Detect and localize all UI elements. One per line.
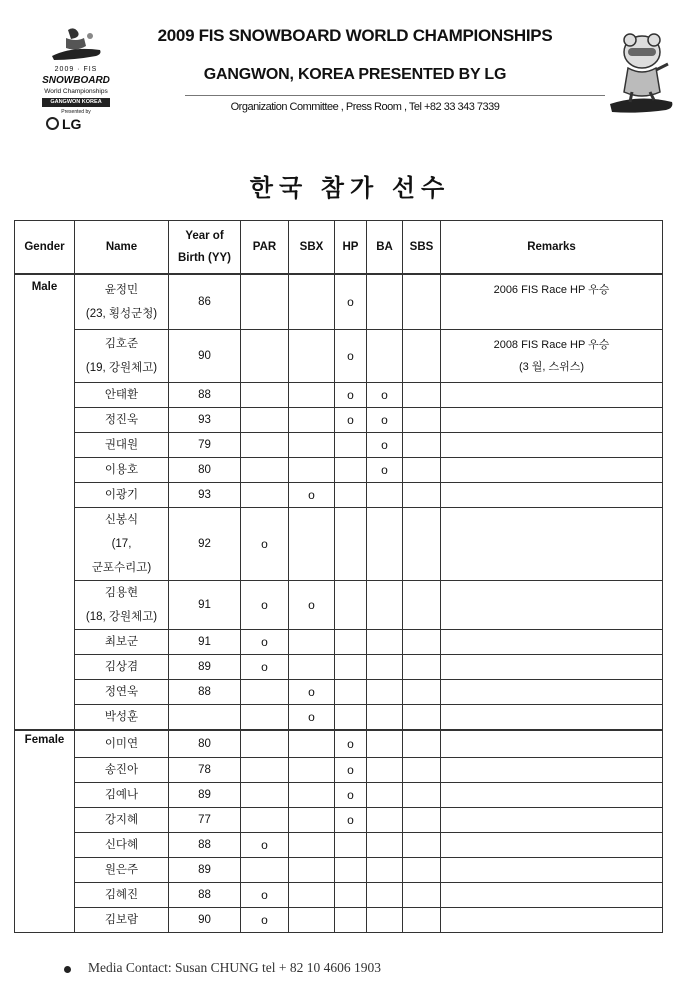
event-sbs xyxy=(403,457,441,482)
remarks-cell xyxy=(441,808,663,833)
table-row xyxy=(15,382,663,407)
gender-cell xyxy=(15,432,75,457)
birth-year: 88 xyxy=(169,883,241,908)
event-sbx: o xyxy=(289,580,335,629)
event-par: o xyxy=(241,833,289,858)
event-par: o xyxy=(241,629,289,654)
event-hp xyxy=(335,883,367,908)
logo-year: 2009 · FIS xyxy=(54,66,98,73)
event-par xyxy=(241,407,289,432)
event-sbx xyxy=(289,833,335,858)
event-hp xyxy=(335,507,367,580)
athlete-name: 김보람 xyxy=(75,908,169,933)
event-hp xyxy=(335,654,367,679)
table-row xyxy=(15,432,663,457)
snowboarder-logo-icon xyxy=(46,26,106,66)
media-contact: Media Contact: Susan CHUNG tel + 82 10 4606 1903 xyxy=(88,960,381,975)
event-par xyxy=(241,382,289,407)
event-ba: o xyxy=(367,432,403,457)
birth-year: 79 xyxy=(169,432,241,457)
table-row xyxy=(15,654,663,679)
lg-text: LG xyxy=(62,116,82,132)
table-row xyxy=(15,407,663,432)
remarks-cell xyxy=(441,833,663,858)
remarks-cell xyxy=(441,629,663,654)
logo-world-championships: World Championships xyxy=(44,88,108,95)
event-hp: o xyxy=(335,758,367,783)
event-hp: o xyxy=(335,808,367,833)
event-sbs xyxy=(403,730,441,758)
table-row xyxy=(15,883,663,908)
event-par: o xyxy=(241,908,289,933)
gender-cell xyxy=(15,704,75,730)
event-par xyxy=(241,704,289,730)
event-sbs xyxy=(403,808,441,833)
event-par: o xyxy=(241,507,289,580)
event-hp xyxy=(335,833,367,858)
event-par: o xyxy=(241,883,289,908)
event-sbs xyxy=(403,704,441,730)
birth-year: 88 xyxy=(169,833,241,858)
event-hp xyxy=(335,679,367,704)
remarks-cell xyxy=(441,679,663,704)
remarks-cell xyxy=(441,382,663,407)
event-sbx xyxy=(289,758,335,783)
table-row xyxy=(15,629,663,654)
table-row xyxy=(15,482,663,507)
event-ba xyxy=(367,654,403,679)
event-sbs xyxy=(403,382,441,407)
event-ba xyxy=(367,758,403,783)
athlete-name: 김혜진 xyxy=(75,883,169,908)
event-sbx xyxy=(289,808,335,833)
birth-year: 89 xyxy=(169,783,241,808)
gender-cell xyxy=(15,783,75,808)
header-year-of-birth xyxy=(169,221,241,275)
athlete-name: 이미연 xyxy=(75,730,169,758)
header-name: Name xyxy=(75,221,169,275)
gender-cell xyxy=(15,654,75,679)
event-ba: o xyxy=(367,407,403,432)
gender-cell xyxy=(15,679,75,704)
logo-gangwon-korea: GANGWON KOREA xyxy=(42,98,110,107)
table-row xyxy=(15,507,663,580)
birth-year: 88 xyxy=(169,679,241,704)
header-sbx: SBX xyxy=(289,221,335,275)
event-hp xyxy=(335,580,367,629)
table-row xyxy=(15,457,663,482)
event-par xyxy=(241,432,289,457)
gender-cell xyxy=(15,883,75,908)
athlete-name: 김호준 (19, 강원체고) xyxy=(75,329,169,382)
birth-year: 90 xyxy=(169,329,241,382)
athlete-name: 안태환 xyxy=(75,382,169,407)
remarks-cell xyxy=(441,704,663,730)
event-sbs xyxy=(403,783,441,808)
event-sbx xyxy=(289,730,335,758)
event-par xyxy=(241,457,289,482)
event-ba xyxy=(367,482,403,507)
remarks-cell: 2008 FIS Race HP 우승 (3 월, 스위스) xyxy=(441,329,663,382)
event-sbs xyxy=(403,507,441,580)
gender-cell xyxy=(15,808,75,833)
table-header-row xyxy=(15,221,663,275)
event-hp xyxy=(335,908,367,933)
birth-year: 77 xyxy=(169,808,241,833)
table-row xyxy=(15,274,663,329)
document-title: 한국 참가 선수 xyxy=(249,175,451,202)
event-par xyxy=(241,783,289,808)
header-remarks: Remarks xyxy=(441,221,663,275)
event-sbs xyxy=(403,432,441,457)
event-ba xyxy=(367,629,403,654)
remarks-cell xyxy=(441,783,663,808)
event-sbs xyxy=(403,758,441,783)
gender-cell xyxy=(15,382,75,407)
athlete-name: 권대원 xyxy=(75,432,169,457)
event-sbx xyxy=(289,629,335,654)
gender-cell xyxy=(15,457,75,482)
table-row xyxy=(15,679,663,704)
header-hp: HP xyxy=(335,221,367,275)
remarks-cell xyxy=(441,908,663,933)
event-ba xyxy=(367,679,403,704)
gender-cell xyxy=(15,629,75,654)
athlete-name: 원은주 xyxy=(75,858,169,883)
gender-cell xyxy=(15,758,75,783)
championship-title: 2009 FIS SNOWBOARD WORLD CHAMPIONSHIPS xyxy=(157,26,553,45)
header-year-line2: Birth (YY) xyxy=(177,252,232,264)
event-par: o xyxy=(241,654,289,679)
event-sbx xyxy=(289,783,335,808)
lg-circle-icon xyxy=(46,117,59,130)
header-divider xyxy=(185,95,605,96)
gender-cell xyxy=(15,329,75,382)
remarks-cell xyxy=(441,457,663,482)
remarks-cell xyxy=(441,654,663,679)
athlete-name: 정연욱 xyxy=(75,679,169,704)
event-par xyxy=(241,274,289,329)
table-row xyxy=(15,329,663,382)
gender-cell xyxy=(15,908,75,933)
event-sbs xyxy=(403,908,441,933)
birth-year: 92 xyxy=(169,507,241,580)
header-par: PAR xyxy=(241,221,289,275)
table-row xyxy=(15,833,663,858)
event-par xyxy=(241,482,289,507)
remarks-cell xyxy=(441,407,663,432)
event-hp: o xyxy=(335,382,367,407)
athlete-name: 강지혜 xyxy=(75,808,169,833)
athlete-name: 이광기 xyxy=(75,482,169,507)
event-sbx xyxy=(289,407,335,432)
table-row xyxy=(15,704,663,730)
event-sbx xyxy=(289,329,335,382)
event-ba xyxy=(367,704,403,730)
event-hp xyxy=(335,457,367,482)
bullet-dot-icon xyxy=(64,966,71,973)
event-ba xyxy=(367,507,403,580)
event-sbx: o xyxy=(289,704,335,730)
event-ba xyxy=(367,883,403,908)
header-ba: BA xyxy=(367,221,403,275)
event-sbs xyxy=(403,482,441,507)
athlete-name: 김상겸 xyxy=(75,654,169,679)
event-sbs xyxy=(403,858,441,883)
event-sbs xyxy=(403,679,441,704)
remarks-cell xyxy=(441,432,663,457)
athlete-name: 신다혜 xyxy=(75,833,169,858)
gender-male-label: Male xyxy=(15,274,75,329)
event-sbs xyxy=(403,833,441,858)
event-hp xyxy=(335,858,367,883)
athlete-name: 윤정민 (23, 횡성군청) xyxy=(75,274,169,329)
event-ba xyxy=(367,730,403,758)
event-sbx xyxy=(289,858,335,883)
birth-year: 88 xyxy=(169,382,241,407)
event-ba: o xyxy=(367,457,403,482)
athlete-name: 이용호 xyxy=(75,457,169,482)
event-hp: o xyxy=(335,407,367,432)
event-sbx xyxy=(289,654,335,679)
mascot-snowboarder-icon xyxy=(606,30,674,120)
athlete-name: 정진욱 xyxy=(75,407,169,432)
birth-year: 89 xyxy=(169,654,241,679)
fis-championship-logo xyxy=(38,26,114,134)
event-par xyxy=(241,808,289,833)
birth-year xyxy=(169,704,241,730)
gender-cell xyxy=(15,507,75,580)
athlete-name: 김예나 xyxy=(75,783,169,808)
birth-year: 80 xyxy=(169,730,241,758)
event-sbx xyxy=(289,908,335,933)
event-sbs xyxy=(403,883,441,908)
event-sbx: o xyxy=(289,679,335,704)
athlete-roster-table xyxy=(14,220,663,933)
event-ba xyxy=(367,329,403,382)
remarks-cell xyxy=(441,580,663,629)
gender-cell xyxy=(15,858,75,883)
event-hp: o xyxy=(335,783,367,808)
event-sbx: o xyxy=(289,482,335,507)
table-row xyxy=(15,908,663,933)
remarks-cell xyxy=(441,883,663,908)
gender-cell xyxy=(15,482,75,507)
birth-year: 80 xyxy=(169,457,241,482)
birth-year: 86 xyxy=(169,274,241,329)
event-ba xyxy=(367,858,403,883)
remarks-cell xyxy=(441,858,663,883)
event-sbx xyxy=(289,274,335,329)
athlete-name: 송진아 xyxy=(75,758,169,783)
birth-year: 93 xyxy=(169,482,241,507)
birth-year: 93 xyxy=(169,407,241,432)
event-ba xyxy=(367,274,403,329)
birth-year: 91 xyxy=(169,580,241,629)
logo-presented-by: Presented by xyxy=(61,109,91,115)
gender-cell xyxy=(15,580,75,629)
event-hp xyxy=(335,432,367,457)
event-sbx xyxy=(289,507,335,580)
event-hp xyxy=(335,704,367,730)
birth-year: 90 xyxy=(169,908,241,933)
table-row xyxy=(15,808,663,833)
table-row xyxy=(15,858,663,883)
event-par xyxy=(241,858,289,883)
table-row xyxy=(15,580,663,629)
event-ba xyxy=(367,833,403,858)
event-ba xyxy=(367,908,403,933)
event-ba xyxy=(367,783,403,808)
event-sbx xyxy=(289,382,335,407)
logo-snowboard-text: SNOWBOARD xyxy=(42,75,110,86)
event-par xyxy=(241,758,289,783)
event-sbx xyxy=(289,432,335,457)
event-hp xyxy=(335,629,367,654)
gender-female-label: Female xyxy=(15,730,75,758)
organization-line: Organization Committee , Press Room , Tel +82 33 343 7339 xyxy=(230,101,500,113)
gender-cell xyxy=(15,407,75,432)
event-hp: o xyxy=(335,329,367,382)
event-hp xyxy=(335,482,367,507)
athlete-name: 최보군 xyxy=(75,629,169,654)
championship-subtitle: GANGWON, KOREA PRESENTED BY LG xyxy=(203,66,507,83)
event-par xyxy=(241,679,289,704)
event-sbx xyxy=(289,883,335,908)
event-hp: o xyxy=(335,274,367,329)
header-gender: Gender xyxy=(15,221,75,275)
event-par xyxy=(241,329,289,382)
athlete-name: 박성훈 xyxy=(75,704,169,730)
remarks-cell xyxy=(441,758,663,783)
event-ba xyxy=(367,808,403,833)
event-par xyxy=(241,730,289,758)
event-sbs xyxy=(403,629,441,654)
header-sbs: SBS xyxy=(403,221,441,275)
remarks-cell xyxy=(441,507,663,580)
event-ba xyxy=(367,580,403,629)
remarks-cell xyxy=(441,482,663,507)
lg-logo xyxy=(44,116,108,132)
birth-year: 78 xyxy=(169,758,241,783)
event-sbx xyxy=(289,457,335,482)
athlete-name: 신봉식 (17, 군포수리고) xyxy=(75,507,169,580)
remarks-cell: 2006 FIS Race HP 우승 xyxy=(441,274,663,329)
table-row xyxy=(15,783,663,808)
remarks-cell xyxy=(441,730,663,758)
table-row xyxy=(15,730,663,758)
birth-year: 91 xyxy=(169,629,241,654)
event-sbs xyxy=(403,274,441,329)
event-sbs xyxy=(403,654,441,679)
event-sbs xyxy=(403,580,441,629)
birth-year: 89 xyxy=(169,858,241,883)
header-year-line1: Year of xyxy=(185,230,224,242)
gender-cell xyxy=(15,833,75,858)
event-sbs xyxy=(403,329,441,382)
table-row xyxy=(15,758,663,783)
event-ba: o xyxy=(367,382,403,407)
athlete-name: 김용현 (18, 강원체고) xyxy=(75,580,169,629)
event-par: o xyxy=(241,580,289,629)
event-sbs xyxy=(403,407,441,432)
event-hp: o xyxy=(335,730,367,758)
